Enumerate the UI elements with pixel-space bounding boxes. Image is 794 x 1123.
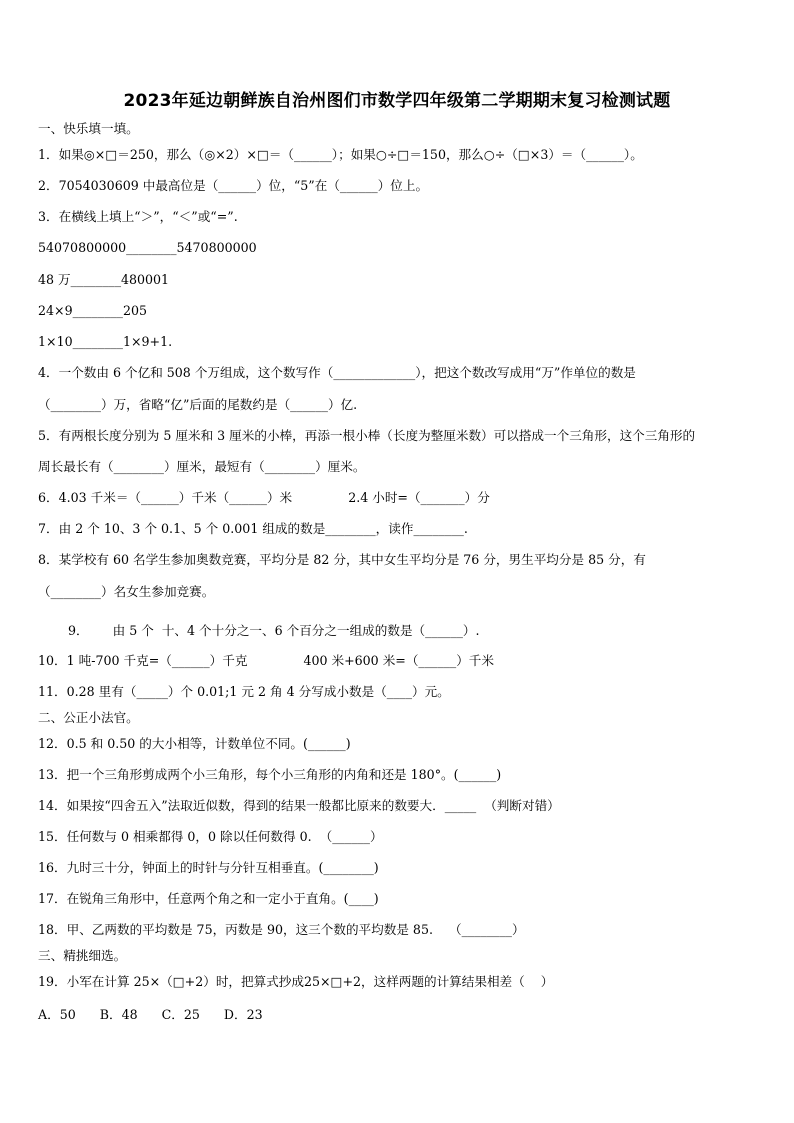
section-heading-1: 一、快乐填一填。 (38, 121, 139, 136)
section-heading-2: 二、公正小法官。 (38, 710, 139, 725)
question-8-continued: （________）名女生参加竞赛。 (38, 584, 215, 599)
page-title: 2023年延边朝鲜族自治州图们市数学四年级第二学期期末复习检测试题 (123, 91, 671, 111)
section-heading-3: 三、精挑细选。 (38, 948, 127, 963)
question-4: 4．一个数由 6 个亿和 508 个万组成，这个数写作（_____________），把这个数改写成用“万”作单位的数是 (38, 365, 636, 380)
question-2: 2．7054030609 中最高位是（______）位，“5”在（______）位上。 (38, 178, 429, 193)
question-3-item-c: 24×9________205 (38, 303, 148, 318)
question-5-continued: 周长最长有（________）厘米，最短有（________）厘米。 (38, 459, 366, 474)
question-4-continued: （________）万，省略“亿”后面的尾数约是（______）亿. (38, 397, 358, 412)
question-11: 11．0.28 里有（_____）个 0.01;1 元 2 角 4 分写成小数是（____）元。 (38, 684, 450, 699)
question-3: 3．在横线上填上“＞”，“＜”或“=”. (38, 209, 238, 224)
question-10: 10．1 吨-700 千克=（______）千克 400 米+600 米=（______）千米 (38, 653, 494, 668)
question-8: 8．某学校有 60 名学生参加奥数竞赛，平均分是 82 分，其中女生平均分是 76 分，男生平均分是 85 分，有 (38, 552, 646, 567)
question-9: 9． 由 5 个 十、4 个十分之一、6 个百分之一组成的数是（______）. (68, 623, 480, 638)
question-6: 6．4.03 千米＝（______）千米（______）米 2.4 小时=（_______）分 (38, 490, 490, 505)
question-14: 14．如果按“四舍五入”法取近似数，得到的结果一般都比原来的数要大．_____ （判断对错） (38, 798, 560, 813)
question-1: 1．如果◎×□＝250，那么（◎×2）×□＝（______）；如果○÷□＝150，那么○÷（□×3）＝（______）。 (38, 147, 643, 162)
question-7: 7．由 2 个 10、3 个 0.1、5 个 0.001 组成的数是________，读作________. (38, 521, 468, 536)
question-3-item-a: 54070800000________5470800000 (38, 240, 257, 255)
question-17: 17．在锐角三角形中，任意两个角之和一定小于直角。(____) (38, 891, 379, 906)
question-15: 15．任何数与 0 相乘都得 0，0 除以任何数得 0. （______） (38, 829, 383, 844)
question-3-item-b: 48 万________480001 (38, 272, 170, 287)
question-19-options: A．50 B．48 C．25 D．23 (38, 1007, 263, 1022)
question-13: 13．把一个三角形剪成两个小三角形，每个小三角形的内角和还是 180°。(______) (38, 767, 502, 782)
question-12: 12．0.5 和 0.50 的大小相等，计数单位不同。(______) (38, 736, 351, 751)
question-5: 5．有两根长度分别为 5 厘米和 3 厘米的小棒，再添一根小棒（长度为整厘米数）可以搭成一个三角形，这个三角形的 (38, 428, 696, 443)
question-16: 16．九时三十分，钟面上的时针与分针互相垂直。(________) (38, 860, 379, 875)
question-19: 19．小军在计算 25×（□+2）时，把算式抄成25×□+2，这样两题的计算结果相差（ ） (38, 974, 554, 989)
question-18: 18．甲、乙两数的平均数是 75，丙数是 90，这三个数的平均数是 85. （________） (38, 922, 525, 937)
question-3-item-d: 1×10________1×9+1. (38, 334, 173, 349)
